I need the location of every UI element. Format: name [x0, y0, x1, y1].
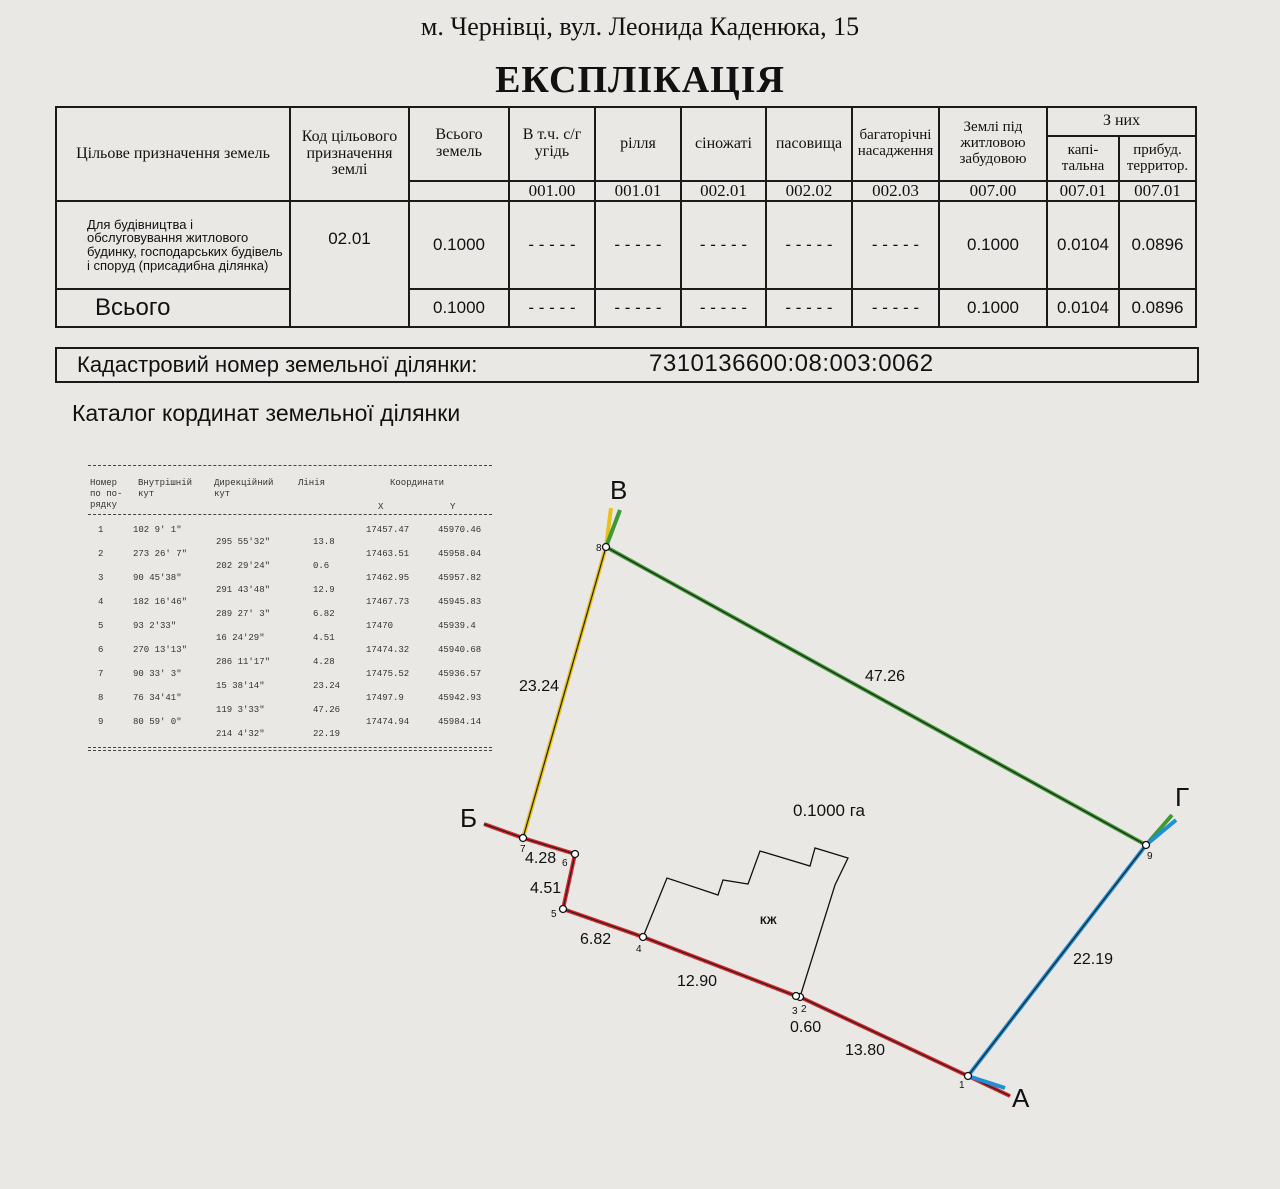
cadastral-label: Кадастровий номер земельної ділянки: [77, 352, 478, 377]
inner-angle: 76 34'41" [133, 693, 182, 703]
coord-y: 45936.57 [438, 669, 482, 679]
line-length: 6.82 [313, 609, 335, 619]
total-pastures: - - - - - [766, 289, 852, 327]
boundary-blue [968, 820, 1176, 1088]
code-pastures: 002.02 [766, 181, 852, 201]
row-hayfields: - - - - - [681, 201, 766, 289]
dir-angle: 119 3'33" [216, 705, 265, 715]
side-label-1-2: 13.80 [845, 1042, 886, 1059]
coord-x: 17470 [366, 621, 394, 631]
header-of-them: З них [1047, 107, 1196, 136]
inner-angle: 102 9' 1" [133, 525, 182, 535]
coord-y: 45939.4 [438, 621, 476, 631]
total-perennial: - - - - - [852, 289, 939, 327]
row-built-up: 0.1000 [939, 201, 1047, 289]
vertex-number-5: 5 [551, 909, 557, 920]
row-pastures: - - - - - [766, 201, 852, 289]
total-agri: - - - - - [509, 289, 595, 327]
total-arable: - - - - - [595, 289, 681, 327]
catalog-title: Каталог кординат земельної ділянки [72, 400, 461, 426]
line-length: 13.8 [313, 537, 335, 547]
inner-angle: 270 13'13" [133, 645, 188, 655]
side-label-5-6: 4.51 [530, 880, 562, 897]
header-line: Лінія [298, 478, 326, 488]
line-length: 23.24 [313, 681, 341, 691]
dir-angle: 214 4'32" [216, 729, 265, 739]
header-perennial: багаторічні насадження [852, 107, 939, 181]
line-length: 12.9 [313, 585, 335, 595]
corner-a: А [1012, 1083, 1030, 1113]
coord-y: 45970.46 [438, 525, 482, 535]
side-label-6-7: 4.28 [525, 850, 557, 867]
side-label-4-5: 6.82 [580, 931, 612, 948]
dir-angle: 291 43'48" [216, 585, 271, 595]
header-coords: Координати [390, 478, 445, 488]
inner-angle: 273 26' 7" [133, 549, 188, 559]
point-number: 3 [98, 573, 104, 583]
header-num: Номер по по- рядку [90, 478, 123, 510]
document-title: ЕКСПЛІКАЦІЯ [495, 59, 785, 101]
point-number: 4 [98, 597, 104, 607]
inner-angle: 90 45'38" [133, 573, 182, 583]
vertex-5 [560, 906, 567, 913]
header-built-up: Землі під житловою забудовою [939, 107, 1047, 181]
total-total: 0.1000 [409, 289, 509, 327]
row-purpose: Для будівництва і обслуговування житлового будинку, господарських будівель і споруд (присадибна ділянка) [56, 201, 290, 289]
coord-y: 45945.83 [438, 597, 482, 607]
code-built-up: 007.00 [939, 181, 1047, 201]
point-number: 2 [98, 549, 104, 559]
total-hayfields: - - - - - [681, 289, 766, 327]
row-code: 02.01 [290, 201, 409, 327]
point-number: 8 [98, 693, 104, 703]
row-total: 0.1000 [409, 201, 509, 289]
header-dir-angle: Дирекційний кут [214, 478, 274, 499]
total-built-up: 0.1000 [939, 289, 1047, 327]
vertex-4 [640, 934, 647, 941]
code-perennial: 002.03 [852, 181, 939, 201]
side-label-8-9: 47.26 [865, 668, 906, 685]
header-purpose: Цільове призначення земель [56, 107, 290, 201]
vertex-number-1: 1 [959, 1080, 965, 1091]
corner-v: В [610, 475, 628, 505]
vertex-number-4: 4 [636, 944, 642, 955]
inner-angle: 182 16'46" [133, 597, 188, 607]
point-number: 1 [98, 525, 104, 535]
boundary-yellow [523, 508, 611, 838]
coord-y: 45957.82 [438, 573, 482, 583]
side-label-7-8: 23.24 [519, 678, 560, 695]
side-label-3-4: 12.90 [677, 973, 718, 990]
vertex-3 [793, 993, 800, 1000]
header-x: X [378, 502, 384, 512]
point-number: 7 [98, 669, 104, 679]
total-capital: 0.0104 [1047, 289, 1119, 327]
total-label: Всього [56, 289, 290, 327]
line-length: 4.28 [313, 657, 335, 667]
vertex-number-9: 9 [1147, 851, 1153, 862]
vertex-6 [572, 851, 579, 858]
inner-angle: 80 59' 0" [133, 717, 182, 727]
building-label: КЖ [760, 915, 777, 927]
dir-angle: 15 38'14" [216, 681, 265, 691]
inner-angle: 90 33' 3" [133, 669, 182, 679]
dir-angle: 295 55'32" [216, 537, 271, 547]
area-label: 0.1000 га [793, 801, 866, 820]
row-perennial: - - - - - [852, 201, 939, 289]
row-agri: - - - - - [509, 201, 595, 289]
coord-y: 45984.14 [438, 717, 482, 727]
corner-b: Б [460, 803, 478, 833]
line-length: 47.26 [313, 705, 341, 715]
header-agri: В т.ч. с/г угідь [509, 107, 595, 181]
code-agri: 001.00 [509, 181, 595, 201]
point-number: 5 [98, 621, 104, 631]
dir-angle: 289 27' 3" [216, 609, 271, 619]
coord-y: 45942.93 [438, 693, 482, 703]
coord-y: 45940.68 [438, 645, 482, 655]
vertex-number-3: 3 [792, 1006, 798, 1017]
vertex-7 [520, 835, 527, 842]
dir-angle: 202 29'24" [216, 561, 271, 571]
point-number: 9 [98, 717, 104, 727]
inner-angle: 93 2'33" [133, 621, 177, 631]
point-number: 6 [98, 645, 104, 655]
code-hayfields: 002.01 [681, 181, 766, 201]
total-adjacent: 0.0896 [1119, 289, 1196, 327]
code-arable: 001.01 [595, 181, 681, 201]
coord-x: 17497.9 [366, 693, 404, 703]
side-label-2-3: 0.60 [790, 1019, 822, 1036]
corner-letters [460, 475, 1189, 1113]
header-pastures: пасовища [766, 107, 852, 181]
vertex-8 [603, 544, 610, 551]
header-total-land: Всього земель [409, 107, 509, 181]
dir-angle: 16 24'29" [216, 633, 265, 643]
row-arable: - - - - - [595, 201, 681, 289]
header-adjacent: прибуд. территор. [1119, 136, 1196, 181]
corner-g: Г [1175, 782, 1190, 812]
header-capital: капі-тальна [1047, 136, 1119, 181]
header-purpose-code: Код цільового призначення землі [290, 107, 409, 201]
row-capital: 0.0104 [1047, 201, 1119, 289]
vertex-number-2: 2 [801, 1004, 807, 1015]
coord-x: 17462.95 [366, 573, 410, 583]
address: м. Чернівці, вул. Леонида Каденюка, 15 [420, 12, 860, 41]
vertex-number-7: 7 [520, 844, 526, 855]
line-length: 22.19 [313, 729, 341, 739]
vertex-9 [1143, 842, 1150, 849]
header-hayfields: сіножаті [681, 107, 766, 181]
code-capital: 007.01 [1047, 181, 1119, 201]
cadastral-number: 7310136600:08:003:0062 [649, 350, 934, 377]
coord-x: 17474.94 [366, 717, 410, 727]
coord-x: 17457.47 [366, 525, 410, 535]
header-inner-angle: Внутрішній кут [138, 478, 193, 499]
line-length: 0.6 [313, 561, 330, 571]
coord-x: 17467.73 [366, 597, 410, 607]
dir-angle: 286 11'17" [216, 657, 271, 667]
coord-y: 45958.04 [438, 549, 482, 559]
header-y: Y [450, 502, 456, 512]
coord-x: 17463.51 [366, 549, 410, 559]
line-length: 4.51 [313, 633, 335, 643]
vertex-number-8: 8 [596, 543, 602, 554]
row-adjacent: 0.0896 [1119, 201, 1196, 289]
code-adjacent: 007.01 [1119, 181, 1196, 201]
header-arable: рілля [595, 107, 681, 181]
coord-x: 17475.52 [366, 669, 410, 679]
side-label-9-1: 22.19 [1073, 951, 1114, 968]
coord-x: 17474.32 [366, 645, 410, 655]
vertex-1 [965, 1073, 972, 1080]
vertex-number-6: 6 [562, 858, 568, 869]
